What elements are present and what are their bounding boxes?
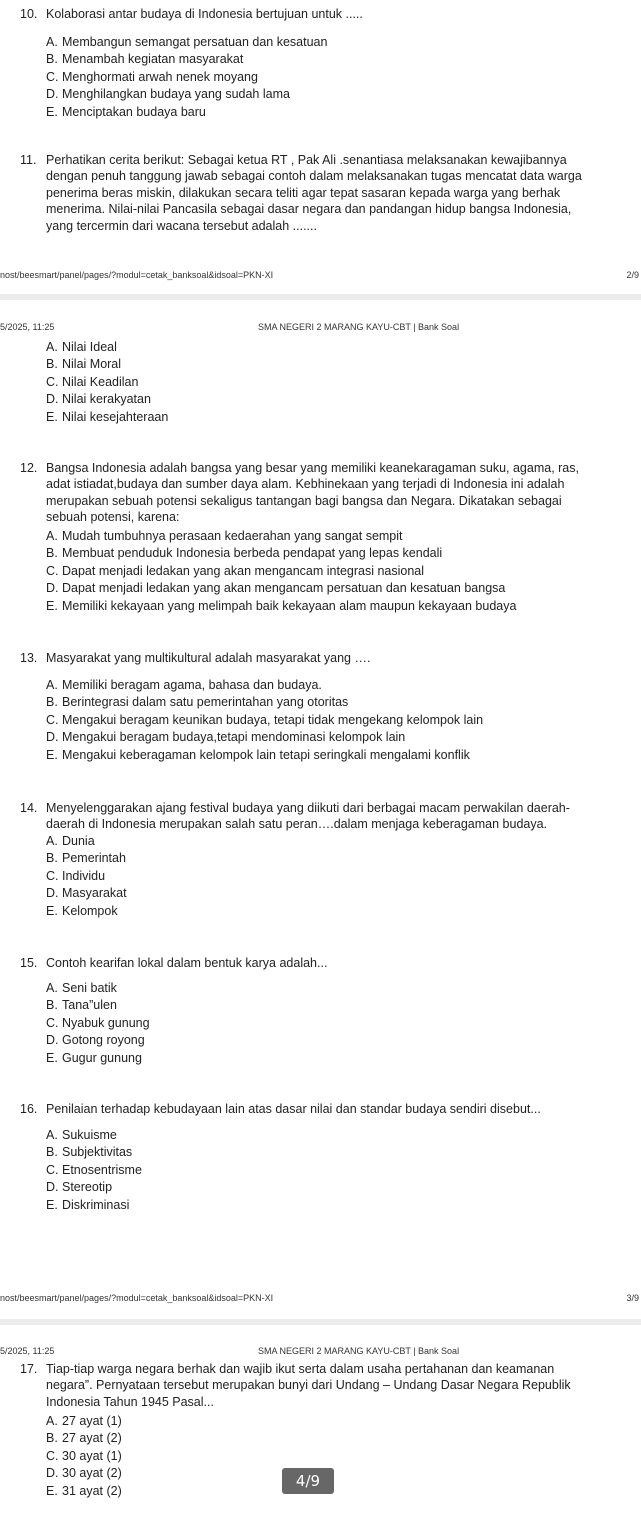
option-item <box>46 712 483 729</box>
option-item <box>46 903 127 920</box>
option-letter: B. <box>46 695 58 710</box>
option-letter: D. <box>46 1466 59 1481</box>
footer-url: nost/beesmart/panel/pages/?modul=cetak_banksoal&idsoal=PKN-XI <box>0 1293 274 1303</box>
option-letter: C. <box>46 868 59 883</box>
option-text: Menciptakan budaya baru <box>62 104 206 119</box>
option-letter: E. <box>46 104 58 119</box>
question-number: 11. <box>20 153 37 167</box>
option-item <box>46 1015 150 1032</box>
option-text: Individu <box>62 868 106 883</box>
question-text <box>20 152 600 234</box>
question-number: 10. <box>20 7 38 21</box>
option-text: Nilai Ideal <box>62 340 117 354</box>
option-item <box>46 833 127 850</box>
question-text <box>20 1361 600 1410</box>
option-item <box>46 34 327 51</box>
header-title: SMA NEGERI 2 MARANG KAYU-CBT | Bank Soal <box>258 1346 460 1356</box>
question-number: 13. <box>20 651 38 665</box>
option-letter: A. <box>46 981 58 995</box>
option-letter: C. <box>46 1015 59 1030</box>
option-text: Mengakui keberagaman kelompok lain tetapi seringkali mengalami konflik <box>62 747 470 762</box>
option-letter: B. <box>46 52 58 67</box>
option-item <box>46 729 483 746</box>
option-list <box>46 980 150 1067</box>
option-item <box>46 997 150 1014</box>
question-body: Contoh kearifan lokal dalam bentuk karya adalah... <box>46 956 328 971</box>
option-text: Membangun semangat persatuan dan kesatuan <box>62 35 328 49</box>
option-text: Tana”ulen <box>62 998 117 1013</box>
option-list <box>46 528 516 615</box>
option-item <box>46 850 127 867</box>
option-text: Menambah kegiatan masyarakat <box>62 52 244 67</box>
option-text: Etnosentrisme <box>62 1162 142 1177</box>
option-text: Memiliki beragam agama, bahasa dan budaya. <box>62 678 322 692</box>
header-datetime: 5/2025, 11:25 <box>0 322 55 332</box>
option-text: Nyabuk gunung <box>62 1015 150 1030</box>
option-text: Nilai Keadilan <box>62 374 139 389</box>
option-item <box>46 1483 122 1500</box>
page-separator <box>0 294 641 300</box>
option-text: Mengakui beragam keunikan budaya, tetapi tidak mengekang kelompok lain <box>62 712 484 727</box>
option-text: Stereotip <box>62 1180 113 1195</box>
question-text <box>20 460 600 526</box>
option-item <box>46 1144 142 1161</box>
option-letter: C. <box>46 69 59 84</box>
option-text: Berintegrasi dalam satu pemerintahan yang otoritas <box>62 695 349 710</box>
option-text: Kelompok <box>62 903 118 918</box>
option-item <box>46 677 483 694</box>
header-datetime: 5/2025, 11:25 <box>0 1346 55 1356</box>
question-body: Menyelenggarakan ajang festival budaya yang diikuti dari berbagai macam perwakilan daerah-daerah di Indonesia merupakan salah satu peran….dalam menjaga keberagaman budaya. <box>46 801 570 832</box>
option-item <box>46 598 516 615</box>
option-text: Subjektivitas <box>62 1145 133 1160</box>
option-letter: D. <box>46 730 59 745</box>
option-item <box>46 1032 150 1049</box>
option-letter: C. <box>46 374 59 389</box>
option-text: Membuat penduduk Indonesia berbeda pendapat yang lepas kendali <box>62 546 443 561</box>
option-letter: B. <box>46 1145 58 1160</box>
option-text: 27 ayat (1) <box>62 1414 122 1428</box>
option-text: Mudah tumbuhnya perasaan kedaerahan yang sangat sempit <box>62 529 403 543</box>
option-letter: A. <box>46 340 58 354</box>
option-item <box>46 1050 150 1067</box>
option-item <box>46 747 483 764</box>
option-text: Dapat menjadi ledakan yang akan mengancam integrasi nasional <box>62 563 425 578</box>
question-body: Bangsa Indonesia adalah bangsa yang besar yang memiliki keanekaragaman suku, agama, ras, adat istiadat,budaya dan sumber daya alam. Kebhinekaan yang terjadi di Indonesia ini adalah merupakan sebuah potensi sekaligus tantangan bagi bangsa dan Negara. Dikatakan sebagai sebuah potensi, karena: <box>46 461 579 525</box>
option-text: Pemerintah <box>62 851 126 866</box>
option-text: Dunia <box>62 834 95 848</box>
question-number: 12. <box>20 461 38 475</box>
option-item <box>46 104 327 121</box>
option-text: Menghilangkan budaya yang sudah lama <box>62 87 290 102</box>
option-item <box>46 563 516 580</box>
option-text: Masyarakat <box>62 886 127 901</box>
option-item <box>46 885 127 902</box>
option-text: Dapat menjadi ledakan yang akan mengancam persatuan dan kesatuan bangsa <box>62 581 506 596</box>
option-list <box>46 833 127 920</box>
option-item <box>46 1127 142 1144</box>
question-number: 14. <box>20 801 38 815</box>
option-item <box>46 868 127 885</box>
option-letter: C. <box>46 563 59 578</box>
option-item <box>46 1413 122 1430</box>
option-item <box>46 86 327 103</box>
option-letter: E. <box>46 598 58 613</box>
option-item <box>46 980 150 997</box>
option-letter: B. <box>46 851 58 866</box>
question-text <box>20 650 600 666</box>
question-body: Tiap-tiap warga negara berhak dan wajib ikut serta dalam usaha pertahanan dan keamanan negara”. Pernyataan tersebut merupakan bunyi dari Undang – Undang Dasar Negara Republik Indonesia Tahun 1945 Pasal... <box>46 1362 571 1409</box>
option-item <box>46 374 168 391</box>
option-letter: C. <box>46 1162 59 1177</box>
option-text: Mengakui beragam budaya,tetapi mendominasi kelompok lain <box>62 730 406 745</box>
option-text: Nilai kesejahteraan <box>62 409 169 424</box>
option-list <box>46 1127 142 1214</box>
option-item <box>46 69 327 86</box>
option-letter: E. <box>46 1197 58 1212</box>
option-text: Gotong royong <box>62 1033 145 1048</box>
question-text <box>20 800 600 833</box>
option-letter: E. <box>46 1483 58 1498</box>
option-item <box>46 1430 122 1447</box>
option-letter: A. <box>46 1128 58 1142</box>
option-letter: A. <box>46 1414 58 1428</box>
question-number: 16. <box>20 1102 38 1116</box>
option-item <box>46 545 516 562</box>
option-item <box>46 528 516 545</box>
option-item <box>46 51 327 68</box>
option-letter: C. <box>46 712 59 727</box>
option-item <box>46 1448 122 1465</box>
option-text: Nilai Moral <box>62 357 122 372</box>
option-letter: D. <box>46 1180 59 1195</box>
option-text: Gugur gunung <box>62 1050 142 1065</box>
option-letter: B. <box>46 357 58 372</box>
option-item <box>46 409 168 426</box>
option-text: Seni batik <box>62 981 117 995</box>
option-item <box>46 391 168 408</box>
question-text <box>20 955 600 971</box>
option-letter: B. <box>46 546 58 561</box>
option-list <box>46 1413 122 1500</box>
option-letter: A. <box>46 678 58 692</box>
option-text: Memiliki kekayaan yang melimpah baik kekayaan alam maupun kekayaan budaya <box>62 598 517 613</box>
option-letter: E. <box>46 903 58 918</box>
option-letter: D. <box>46 1033 59 1048</box>
question-number: 17. <box>20 1362 38 1376</box>
option-letter: B. <box>46 998 58 1013</box>
option-text: 27 ayat (2) <box>62 1431 122 1446</box>
header-title: SMA NEGERI 2 MARANG KAYU-CBT | Bank Soal <box>258 322 460 332</box>
option-item <box>46 1162 142 1179</box>
option-list <box>46 339 168 426</box>
option-item <box>46 1465 122 1482</box>
option-letter: A. <box>46 529 58 543</box>
option-letter: C. <box>46 1448 59 1463</box>
option-letter: D. <box>46 581 59 596</box>
option-letter: A. <box>46 35 58 49</box>
question-body: Kolaborasi antar budaya di Indonesia bertujuan untuk ..... <box>46 7 363 22</box>
option-text: 31 ayat (2) <box>62 1483 122 1498</box>
question-body: Masyarakat yang multikultural adalah masyarakat yang …. <box>46 651 371 666</box>
option-text: Sukuisme <box>62 1128 117 1142</box>
option-item <box>46 339 168 356</box>
question-number: 15. <box>20 956 38 970</box>
option-letter: D. <box>46 87 59 102</box>
option-item <box>46 580 516 597</box>
option-item <box>46 356 168 373</box>
option-letter: E. <box>46 1050 58 1065</box>
option-list <box>46 677 483 764</box>
option-text: Nilai kerakyatan <box>62 392 151 407</box>
page-separator <box>0 1319 641 1325</box>
footer-page-number: 3/9 <box>626 1293 639 1303</box>
option-letter: D. <box>46 886 59 901</box>
question-text <box>20 1101 600 1117</box>
option-text: 30 ayat (1) <box>62 1448 122 1463</box>
option-letter: E. <box>46 747 58 762</box>
option-item <box>46 1179 142 1196</box>
option-text: Diskriminasi <box>62 1197 130 1212</box>
question-body: Penilaian terhadap kebudayaan lain atas dasar nilai dan standar budaya sendiri disebut... <box>46 1102 541 1117</box>
option-text: 30 ayat (2) <box>62 1466 122 1481</box>
question-body: Perhatikan cerita berikut: Sebagai ketua RT , Pak Ali .senantiasa melaksanakan kewajibannya dengan penuh tanggung jawab sebagai contoh dalam melaksanakan tugas mencatat data warga penerima beras miskin, dilakukan secara teliti agar tepat sasaran kepada warga yang berhak menerima. Nilai-nilai Pancasila sebagai dasar negara dan pandangan hidup bangsa Indonesia, yang tercermin dari wacana tersebut adalah ....... <box>46 153 582 233</box>
option-letter: E. <box>46 409 58 424</box>
footer-url: nost/beesmart/panel/pages/?modul=cetak_banksoal&idsoal=PKN-XI <box>0 270 274 280</box>
option-letter: B. <box>46 1431 58 1446</box>
question-text <box>20 6 600 22</box>
option-item <box>46 694 483 711</box>
option-text: Menghormati arwah nenek moyang <box>62 69 258 84</box>
option-letter: D. <box>46 392 59 407</box>
option-item <box>46 1197 142 1214</box>
option-list <box>46 34 327 121</box>
footer-page-number: 2/9 <box>626 270 639 280</box>
page-indicator-badge: 4/9 <box>282 1468 334 1494</box>
option-letter: A. <box>46 834 58 848</box>
